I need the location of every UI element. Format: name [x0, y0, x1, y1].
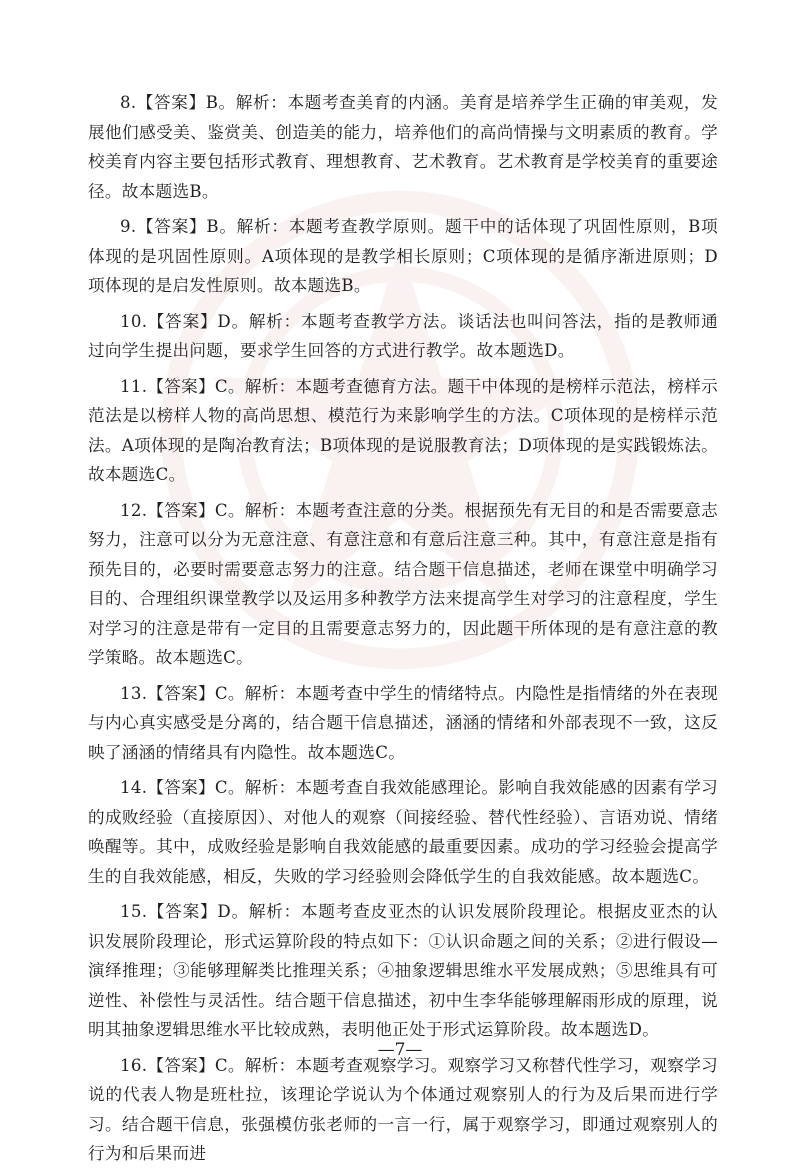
answer-item-13: 13.【答案】C。解析：本题考查中学生的情绪特点。内隐性是指情绪的外在表现与内心真实感受是分离的，结合题干信息描述，涵涵的情绪和外部表现不一致，这反映了涵涵的情绪具有内隐性。故本题选C。 — [88, 683, 718, 762]
answer-explanations — [88, 88, 718, 1175]
answer-item-15: 15.【答案】D。解析：本题考查皮亚杰的认识发展阶段理论。根据皮亚杰的认识发展阶段理论，形式运算阶段的特点如下：①认识命题之间的关系；②进行假设—演绎推理；③能够理解类比推理关系；④抽象逻辑思维水平发展成熟；⑤思维具有可逆性、补偿性与灵活性。结合题干信息描述，初中生李华能够理解雨形成的原理，说明其抽象逻辑思维水平比较成熟，表明他正处于形式运算阶段。故本题选D。 — [88, 902, 718, 1039]
page-number: —7— — [377, 1040, 423, 1060]
answer-item-14: 14.【答案】C。解析：本题考查自我效能感理论。影响自我效能感的因素有学习的成败经验（直接原因）、对他人的观察（间接经验、替代性经验）、言语劝说、情绪唤醒等。其中，成败经验是影响自我效能感的最重要因素。成功的学习经验会提高学生的自我效能感，相反，失败的学习经验则会降低学生的自我效能感。故本题选C。 — [88, 778, 718, 886]
answer-item-16: 16.【答案】C。解析：本题考查观察学习。观察学习又称替代性学习，观察学习说的代表人物是班杜拉，该理论学说认为个体通过观察别人的行为及后果而进行学习。结合题干信息，张强模仿张老师的一言一行，属于观察学习，即通过观察别人的行为和后果而进 — [88, 1055, 718, 1163]
answer-item-10: 10.【答案】D。解析：本题考查教学方法。谈话法也叫问答法，指的是教师通过向学生提出问题，要求学生回答的方式进行教学。故本题选D。 — [88, 311, 718, 360]
answer-item-9: 9.【答案】B。解析：本题考查教学原则。题干中的话体现了巩固性原则，B项体现的是巩固性原则。A项体现的是教学相长原则；C项体现的是循序渐进原则；D项体现的是启发性原则。故本题选B。 — [88, 217, 718, 295]
answer-item-12: 12.【答案】C。解析：本题考查注意的分类。根据预先有无目的和是否需要意志努力，注意可以分为无意注意、有意注意和有意后注意三种。其中，有意注意是指有预先目的，必要时需要意志努力的注意。结合题干信息描述，老师在课堂中明确学习目的、合理组织课堂教学以及运用多种教学方法来提高学生对学习的注意程度，学生对学习的注意是带有一定目的且需要意志努力的，因此题干所体现的是有意注意的教学策略。故本题选C。 — [88, 500, 718, 667]
answer-item-11: 11.【答案】C。解析：本题考查德育方法。题干中体现的是榜样示范法，榜样示范法是以榜样人物的高尚思想、模范行为来影响学生的方法。C项体现的是榜样示范法。A项体现的是陶冶教育法；B项体现的是说服教育法；D项体现的是实践锻炼法。故本题选C。 — [88, 376, 718, 484]
answer-item-8: 8.【答案】B。解析：本题考查美育的内涵。美育是培养学生正确的审美观，发展他们感受美、鉴赏美、创造美的能力，培养他们的高尚情操与文明素质的教育。学校美育内容主要包括形式教育、理想教育、艺术教育。艺术教育是学校美育的重要途径。故本题选B。 — [88, 93, 718, 201]
